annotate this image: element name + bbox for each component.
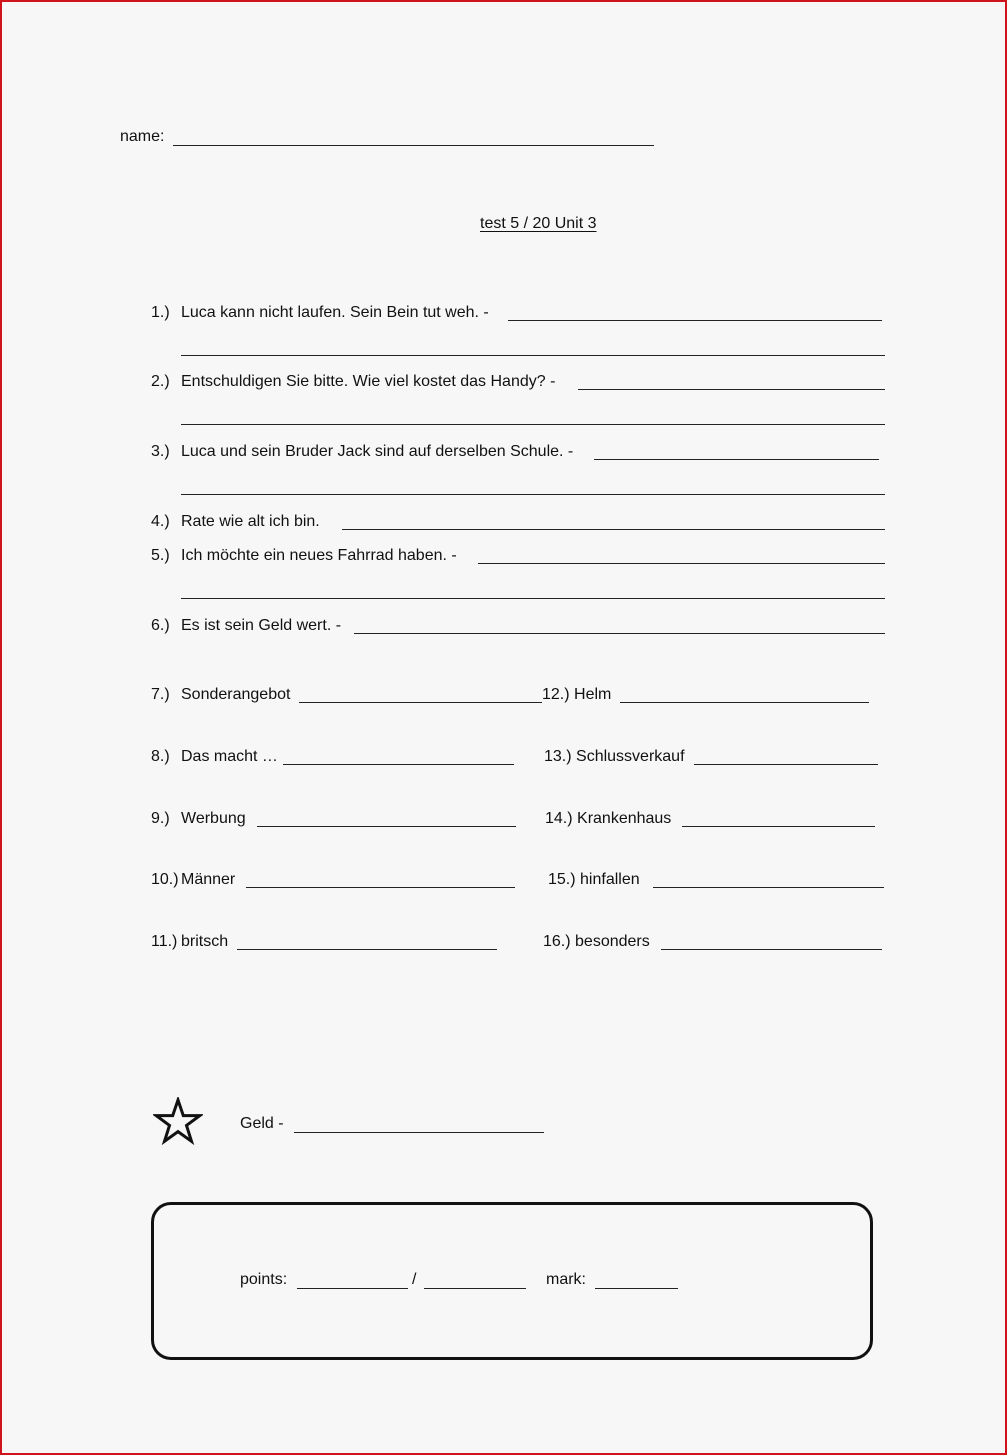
- vocab-7-answer-line[interactable]: [299, 702, 542, 703]
- vocab-12-answer-line[interactable]: [620, 702, 869, 703]
- vocab-15-text: 15.) hinfallen: [548, 871, 640, 888]
- vocab-10-number: 10.): [151, 871, 179, 888]
- vocab-9-answer-line[interactable]: [257, 826, 516, 827]
- vocab-9-text: Werbung: [181, 810, 246, 827]
- vocab-8-answer-line[interactable]: [283, 764, 514, 765]
- question-4-answer-line[interactable]: [342, 529, 885, 530]
- question-2-number: 2.): [151, 373, 170, 390]
- vocab-14-text: 14.) Krankenhaus: [545, 810, 672, 827]
- vocab-13-answer-line[interactable]: [694, 764, 878, 765]
- question-2-answer-line-2[interactable]: [181, 424, 885, 425]
- question-4-text: Rate wie alt ich bin.: [181, 513, 320, 530]
- question-1-answer-line[interactable]: [508, 320, 882, 321]
- question-2-answer-line[interactable]: [578, 389, 885, 390]
- question-5-answer-line-2[interactable]: [181, 598, 885, 599]
- question-5-number: 5.): [151, 547, 170, 564]
- star-icon: [153, 1097, 203, 1147]
- points-earned-line[interactable]: [297, 1288, 408, 1289]
- question-3-number: 3.): [151, 443, 170, 460]
- name-answer-line[interactable]: [173, 145, 654, 146]
- bonus-answer-line[interactable]: [294, 1132, 544, 1133]
- vocab-7-number: 7.): [151, 686, 170, 703]
- question-1-number: 1.): [151, 304, 170, 321]
- vocab-10-text: Männer: [181, 871, 236, 888]
- vocab-8-text: Das macht …: [181, 748, 278, 765]
- question-5-answer-line[interactable]: [478, 563, 885, 564]
- points-label: points:: [240, 1271, 288, 1288]
- question-6-number: 6.): [151, 617, 170, 634]
- vocab-11-text: britsch: [181, 933, 229, 950]
- vocab-16-text: 16.) besonders: [543, 933, 650, 950]
- mark-label: mark:: [546, 1271, 586, 1288]
- vocab-11-number: 11.): [151, 933, 178, 950]
- question-5-text: Ich möchte ein neues Fahrrad haben. -: [181, 547, 457, 564]
- question-6-answer-line[interactable]: [354, 633, 885, 634]
- question-1-text: Luca kann nicht laufen. Sein Bein tut weh. -: [181, 304, 489, 321]
- question-1-answer-line-2[interactable]: [181, 355, 885, 356]
- question-3-text: Luca und sein Bruder Jack sind auf derselben Schule. -: [181, 443, 574, 460]
- vocab-16-answer-line[interactable]: [661, 949, 882, 950]
- vocab-12-text: 12.) Helm: [542, 686, 612, 703]
- mark-answer-line[interactable]: [595, 1288, 678, 1289]
- vocab-13-text: 13.) Schlussverkauf: [544, 748, 685, 765]
- question-2-text: Entschuldigen Sie bitte. Wie viel kostet das Handy? -: [181, 373, 556, 390]
- points-slash: /: [412, 1271, 417, 1288]
- vocab-9-number: 9.): [151, 810, 170, 827]
- question-3-answer-line-2[interactable]: [181, 494, 885, 495]
- page-title: test 5 / 20 Unit 3: [480, 215, 597, 232]
- vocab-11-answer-line[interactable]: [237, 949, 497, 950]
- question-4-number: 4.): [151, 513, 170, 530]
- bonus-geld-label: Geld -: [240, 1115, 284, 1132]
- question-3-answer-line[interactable]: [594, 459, 879, 460]
- points-total-line[interactable]: [424, 1288, 526, 1289]
- vocab-8-number: 8.): [151, 748, 170, 765]
- name-label: name:: [120, 128, 165, 145]
- vocab-14-answer-line[interactable]: [682, 826, 875, 827]
- question-6-text: Es ist sein Geld wert. -: [181, 617, 342, 634]
- vocab-7-text: Sonderangebot: [181, 686, 291, 703]
- vocab-15-answer-line[interactable]: [653, 887, 884, 888]
- vocab-10-answer-line[interactable]: [246, 887, 515, 888]
